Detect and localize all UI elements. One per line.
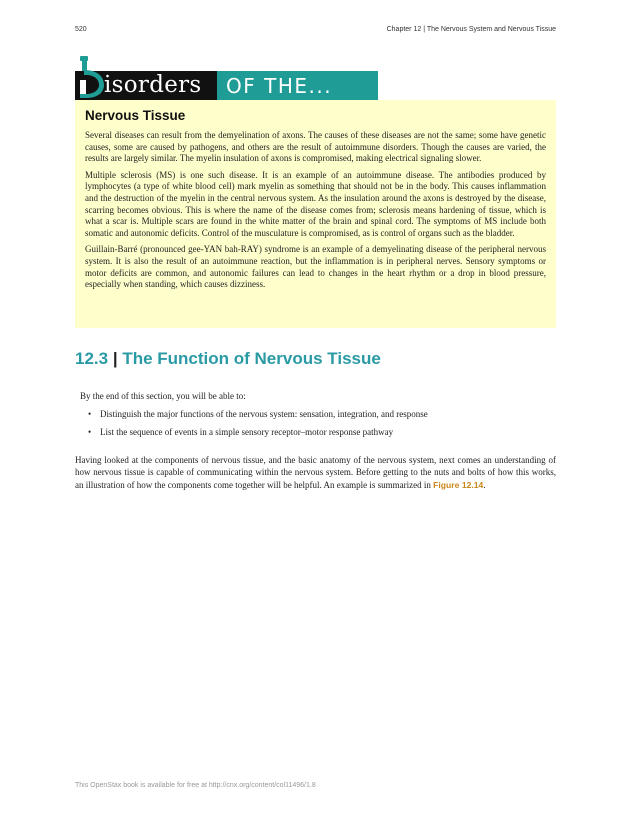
body-text: Having looked at the components of nervous tissue, and the basic anatomy of the nervous system, next comes an understanding of how nervous tissue is capable of communicating within the nervous system. Before getting to the nuts and bolts of how this works, an illustration of how the components come together will be helpful. An example is summarized in	[75, 455, 556, 490]
feature-heading: Nervous Tissue	[85, 108, 186, 123]
banner-subtitle: OF THE...	[226, 74, 333, 98]
running-header	[75, 26, 556, 38]
feature-box	[75, 100, 556, 328]
banner-title: isorders	[104, 72, 202, 98]
page-number: 520	[75, 26, 87, 33]
objectives-list	[88, 408, 550, 438]
feature-paragraph: Multiple sclerosis (MS) is one such disease. It is an example of an autoimmune disease. The antibodies produced by lymphocytes (a type of white blood cell) mark myelin as something that should not be in the body. This causes inflammation and the destruction of the myelin in the central nervous system. As the insulation around the axons is destroyed by the disease, scarring becomes obvious. This is where the name of the disease comes from; sclerosis means hardening of tissue, which is what a scar is. Multiple scars are found in the white matter of the brain and spinal cord. The symptoms of MS include both somatic and autonomic deficits. Control of the musculature is compromised, as is control of organs such as the bladder.	[85, 169, 546, 238]
body-end: .	[483, 479, 486, 490]
section-separator: |	[112, 349, 118, 368]
section-heading	[75, 348, 381, 370]
footer-note: This OpenStax book is available for free at http://cnx.org/content/col11496/1.8	[75, 782, 316, 789]
objective-item: • Distinguish the major functions of the nervous system: sensation, integration, and response	[88, 408, 550, 420]
objectives-intro: By the end of this section, you will be able to:	[80, 391, 246, 401]
microscope-d-icon	[77, 56, 105, 100]
learning-objectives	[80, 390, 550, 444]
feature-paragraph: Several diseases can result from the demyelination of axons. The causes of these diseases are not the same; some have genetic causes, some are caused by pathogens, and others are the result of autoimmune disorders. Though the causes are varied, the results are largely similar. The myelin insulation of axons is compromised, making electrical signaling slower.	[85, 130, 546, 164]
figure-link[interactable]: Figure 12.14	[433, 479, 484, 490]
objective-item: • List the sequence of events in a simple sensory receptor–motor response pathway	[88, 426, 550, 438]
section-title: The Function of Nervous Tissue	[122, 349, 381, 368]
body-paragraph	[75, 454, 556, 491]
feature-paragraph: Guillain-Barré (pronounced gee-YAN bah-RAY) syndrome is an example of a demyelinating disease of the peripheral nervous system. It is also the result of an autoimmune reaction, but the inflammation is in peripheral nerves. Sensory symptoms or motor deficits are common, and autonomic failures can lead to changes in the heart rhythm or a drop in blood pressure, especially when standing, which causes dizziness.	[85, 244, 546, 290]
disorders-banner	[75, 71, 378, 100]
chapter-title: Chapter 12 | The Nervous System and Nervous Tissue	[386, 26, 556, 33]
section-number: 12.3	[75, 349, 109, 368]
